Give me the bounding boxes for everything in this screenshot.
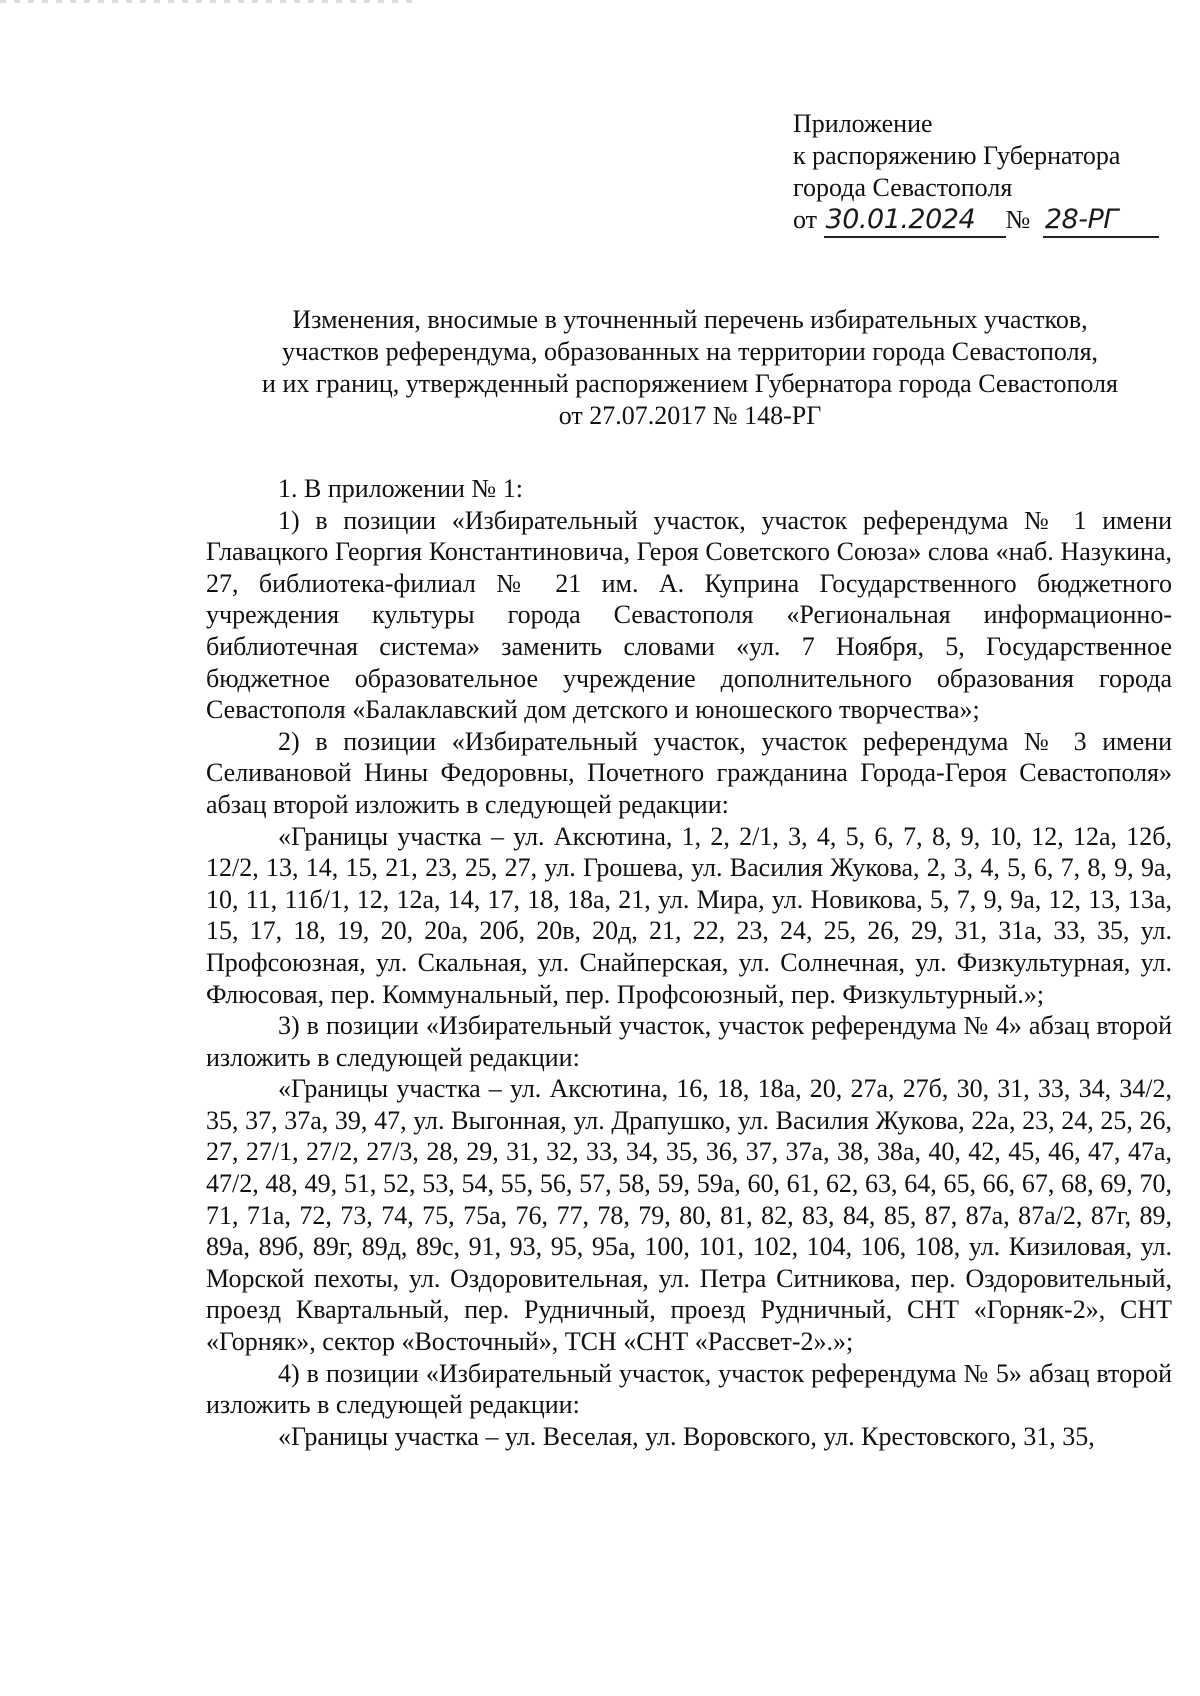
number-sign: № [1005,205,1031,234]
paragraph: 4) в позиции «Избирательный участок, участок референдума № 5» абзац второй изложить в следующей редакции: [206,1358,1172,1420]
paragraph: «Границы участка – ул. Аксютина, 16, 18, 18а, 20, 27а, 27б, 30, 31, 33, 34, 34/2, 35, 37, 37а, 39, 47, ул. Выгонная, ул. Драпушко, ул. Василия Жукова, 22а, 23, 24, 25, 26, 27, 27/1, 27/2, 27/3, 28, 29, 31, 32, 33, 34, 35, 36, 37, 37а, 38, 38а, 40, 42, 45, 46, 47, 47а, 47/2, 48, 49, 51, 52, 53, 54, 55, 56, 57, 58, 59, 59а, 60, 61, 62, 63, 64, 65, 66, 67, 68, 69, 70, 71, 71а, 72, 73, 74, 75, 75а, 76, 77, 78, 79, 80, 81, 82, 83, 84, 85, 87, 87а, 87а/2, 87г, 89, 89а, 89б, 89г, 89д, 89с, 91, 93, 95, 95а, 100, 101, 102, 104, 106, 108, ул. Кизиловая, ул. Морской пехоты, ул. Оздоровительная, ул. Петра Ситникова, пер. Оздоровительный, проезд Квартальный, пер. Рудничный, проезд Рудничный, СНТ «Горняк-2», СНТ «Горняк», сектор «Восточный», ТСН «СНТ «Рассвет-2».»; [206,1074,1172,1357]
scan-artifact [0,0,420,3]
heading-line: и их границ, утвержденный распоряжением Губернатора города Севастополя [262,369,1118,398]
handwritten-number: 28-РГ [1043,204,1159,238]
appendix-line: к распоряжению Губернатора [793,141,1121,170]
appendix-block [793,108,1173,238]
appendix-date-line [793,204,1173,238]
heading-line: от 27.07.2017 № 148-РГ [558,401,822,430]
heading-line: участков референдума, образованных на территории города Севастополя, [281,337,1099,366]
document-heading [200,304,1180,432]
appendix-title: Приложение [793,109,933,138]
paragraph: 1) в позиции «Избирательный участок, участок референдума № 1 имени Главацкого Георгия Константиновича, Героя Советского Союза» слова «наб. Назукина, 27, библиотека-филиал № 21 им. А. Куприна Государственного бюджетного учреждения культуры города Севастополя «Региональная информационно-библиотечная система» заменить словами «ул. 7 Ноября, 5, Государственное бюджетное образовательное учреждение дополнительного образования города Севастополя «Балаклавский дом детского и юношеского творчества»; [206,505,1172,725]
paragraph: 2) в позиции «Избирательный участок, участок референдума № 3 имени Селивановой Нины Федоровны, Почетного гражданина Города-Героя Севастополя» абзац второй изложить в следующей редакции: [206,726,1172,819]
paragraph: «Границы участка – ул. Веселая, ул. Воровского, ул. Крестовского, 31, 35, [278,1421,1095,1451]
paragraph: 3) в позиции «Избирательный участок, участок референдума № 4» абзац второй изложить в следующей редакции: [206,1011,1172,1072]
date-prefix: от [793,205,818,234]
handwritten-date: 30.01.2024 [824,204,1006,238]
heading-line: Изменения, вносимые в уточненный перечень избирательных участков, [292,305,1088,334]
appendix-line: города Севастополя [793,173,1013,202]
paragraph: 1. В приложении № 1: [278,474,523,503]
paragraph: «Границы участка – ул. Аксютина, 1, 2, 2/1, 3, 4, 5, 6, 7, 8, 9, 10, 12, 12а, 12б, 12/2, 13, 14, 15, 21, 23, 25, 27, ул. Грошева, ул. Василия Жукова, 2, 3, 4, 5, 6, 7, 8, 9, 9а, 10, 11, 11б/1, 12, 12а, 14, 17, 18, 18а, 21, ул. Мира, ул. Новикова, 5, 7, 9, 9а, 12, 13, 13а, 15, 17, 18, 19, 20, 20а, 20б, 20в, 20д, 21, 22, 23, 24, 25, 26, 29, 31, 31а, 33, 35, ул. Профсоюзная, ул. Скальная, ул. Снайперская, ул. Солнечная, ул. Физкультурная, ул. Флюсовая, пер. Коммунальный, пер. Профсоюзный, пер. Физкультурный.»; [206,821,1172,1009]
document-body [206,473,1172,1452]
